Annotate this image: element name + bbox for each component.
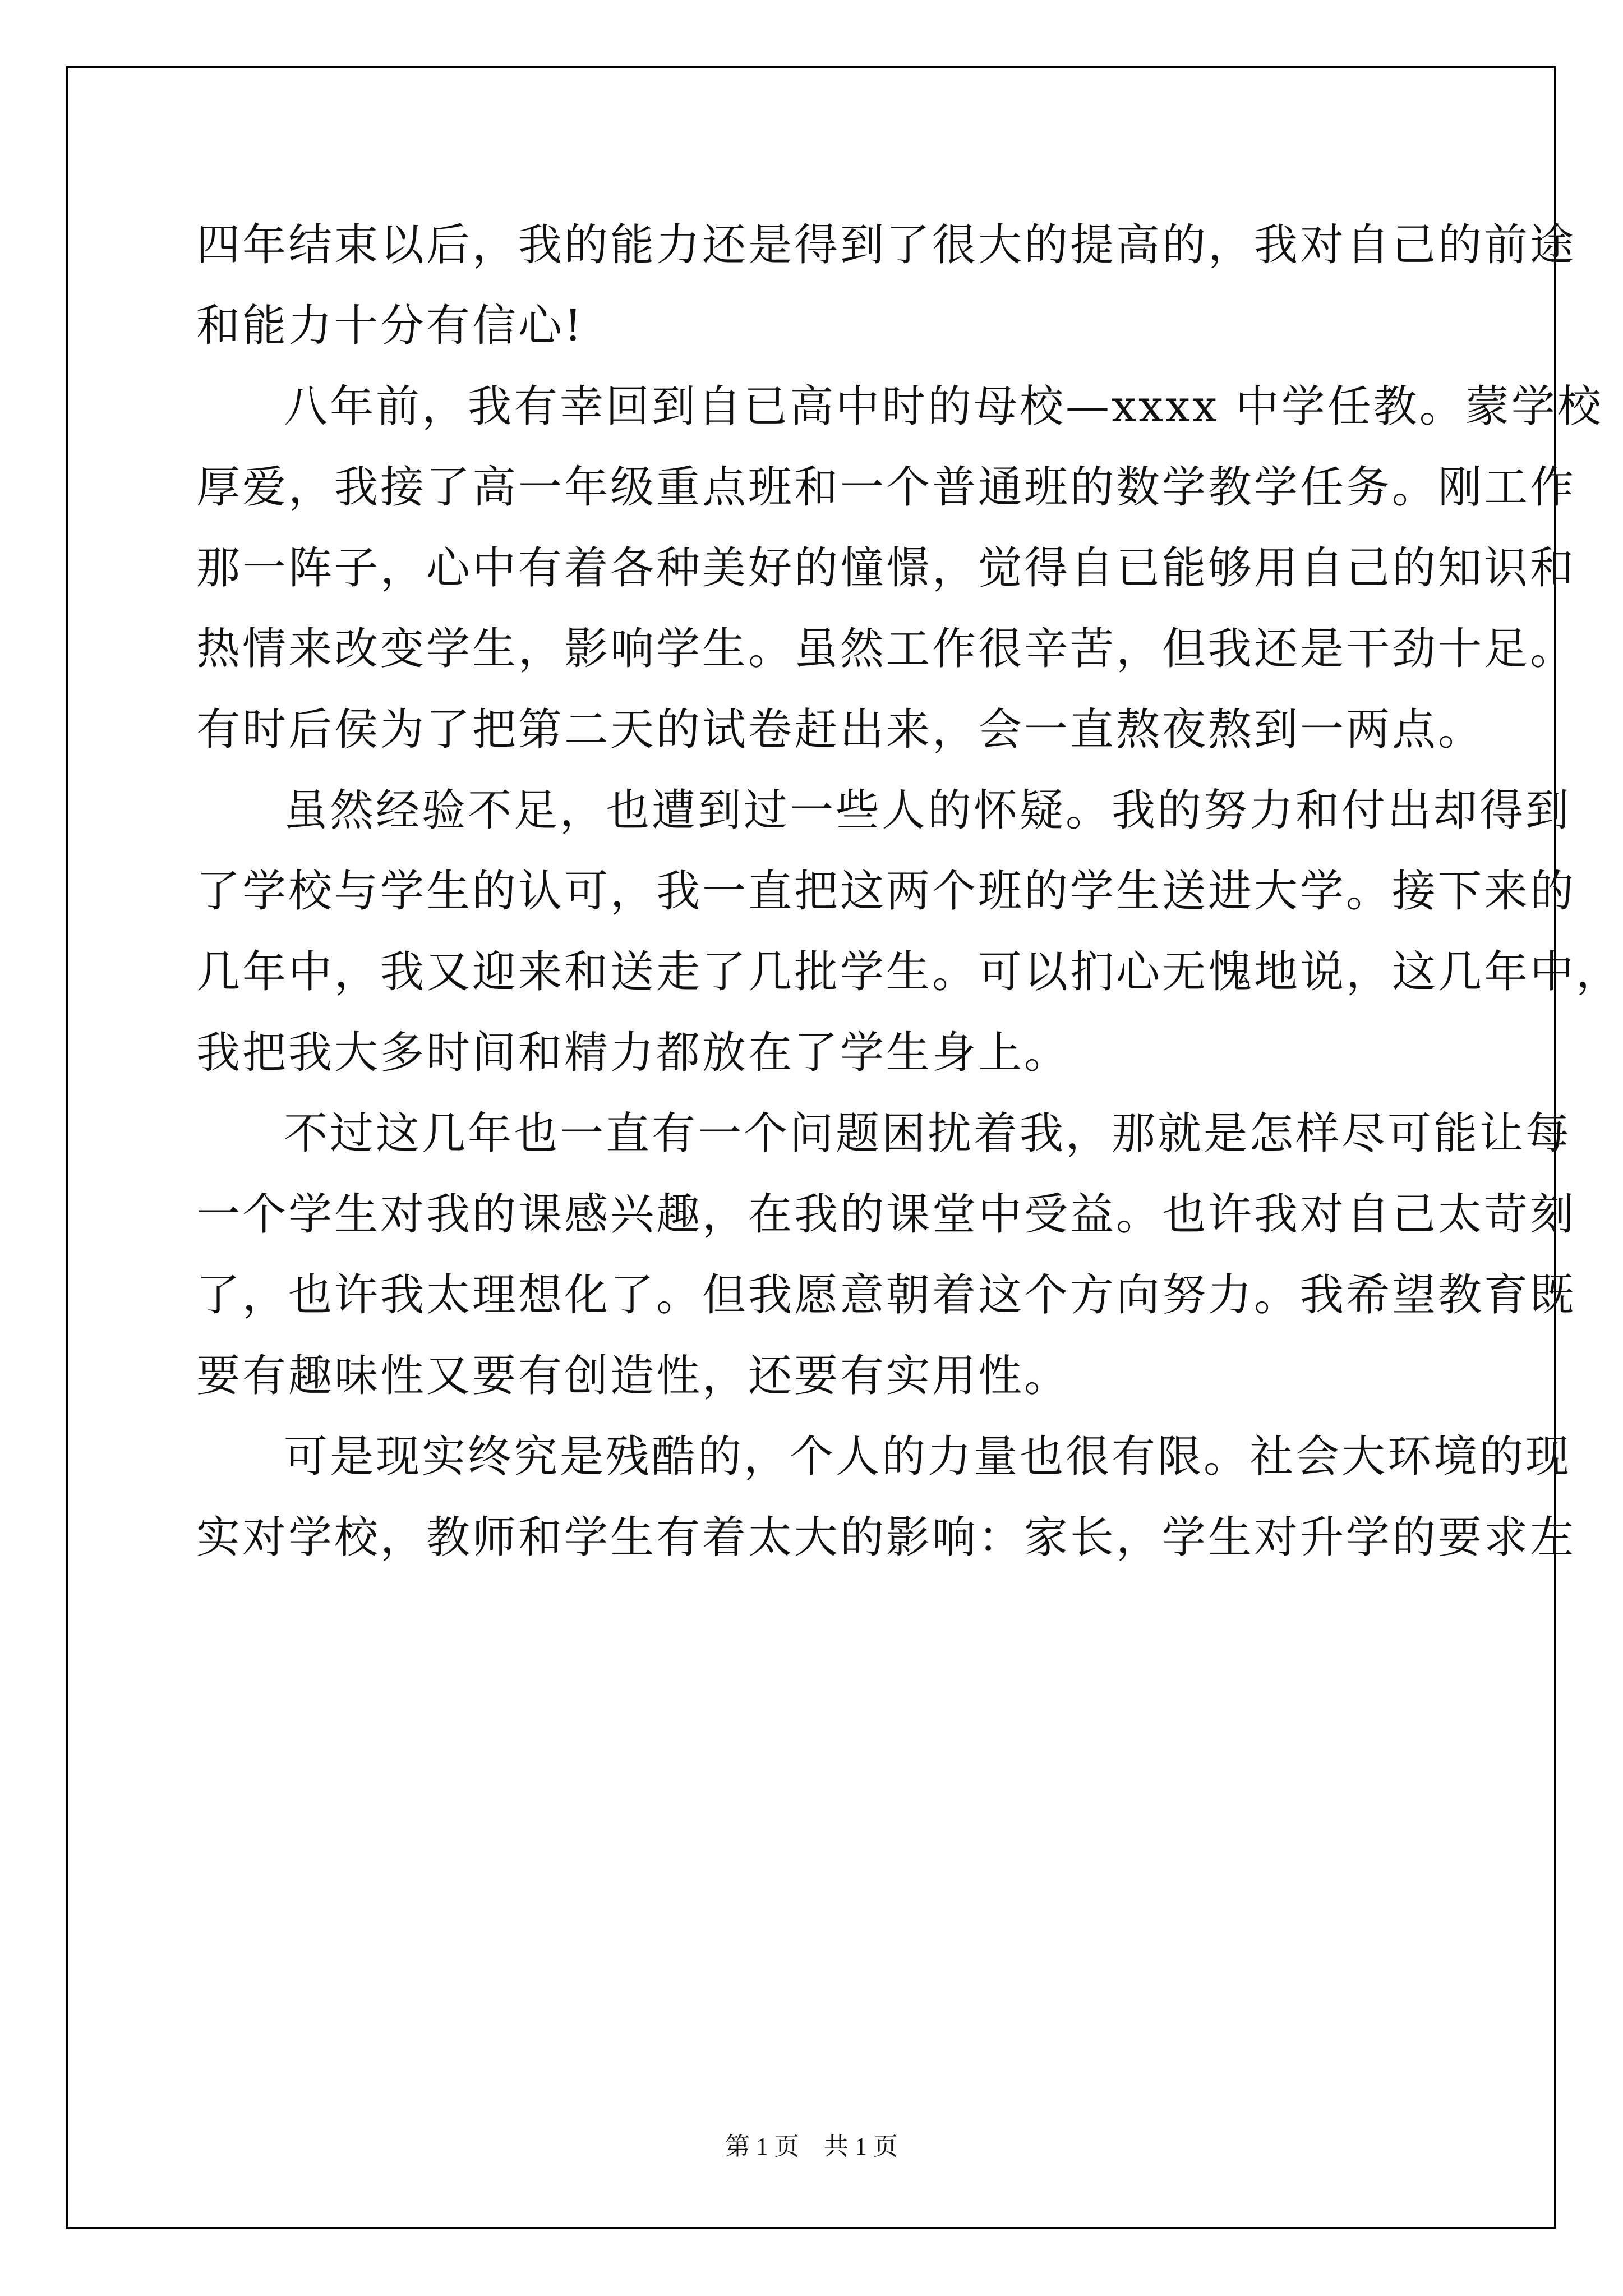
text-line: 一个学生对我的课感兴趣，在我的课堂中受益。也许我对自己太苛刻 bbox=[196, 1189, 1576, 1240]
page-number-footer: 第 1 页 共 1 页 bbox=[725, 2133, 898, 2160]
paragraph-start-line: 八年前，我有幸回到自已高中时的母校—xxxx 中学任教。蒙学校 bbox=[284, 381, 1603, 432]
text-line: 我把我大多时间和精力都放在了学生身上。 bbox=[196, 1028, 1071, 1078]
document-body bbox=[196, 205, 1622, 1578]
text-line: 和能力十分有信心! bbox=[196, 301, 584, 351]
text-line: 了学校与学生的认可，我一直把这两个班的学生送进大学。接下来的 bbox=[196, 866, 1576, 917]
paragraph-start-line: 虽然经验不足，也遭到过一些人的怀疑。我的努力和付出却得到 bbox=[284, 785, 1572, 836]
text-line: 实对学校，教师和学生有着太大的影响：家长，学生对升学的要求左 bbox=[196, 1512, 1576, 1563]
text-line: 有时后侯为了把第二天的试卷赶出来，会一直熬夜熬到一两点。 bbox=[196, 705, 1484, 755]
text-line: 热情来改变学生，影响学生。虽然工作很辛苦，但我还是干劲十足。 bbox=[196, 624, 1576, 674]
text-line: 那一阵子，心中有着各种美好的憧憬，觉得自已能够用自己的知识和 bbox=[196, 543, 1576, 593]
text-line: 了，也许我太理想化了。但我愿意朝着这个方向努力。我希望教育既 bbox=[196, 1270, 1576, 1320]
text-line: 几年中，我又迎来和送走了几批学生。可以扪心无愧地说，这几年中， bbox=[196, 947, 1622, 997]
paragraph-start-line: 可是现实终究是残酷的，个人的力量也很有限。社会大环境的现 bbox=[284, 1432, 1572, 1482]
text-line: 厚爱，我接了高一年级重点班和一个普通班的数学教学任务。刚工作 bbox=[196, 462, 1576, 513]
text-line: 四年结束以后，我的能力还是得到了很大的提高的，我对自己的前途 bbox=[196, 220, 1576, 270]
text-line: 要有趣味性又要有创造性，还要有实用性。 bbox=[196, 1351, 1071, 1401]
paragraph-start-line: 不过这几年也一直有一个问题困扰着我，那就是怎样尽可能让每 bbox=[284, 1108, 1572, 1159]
